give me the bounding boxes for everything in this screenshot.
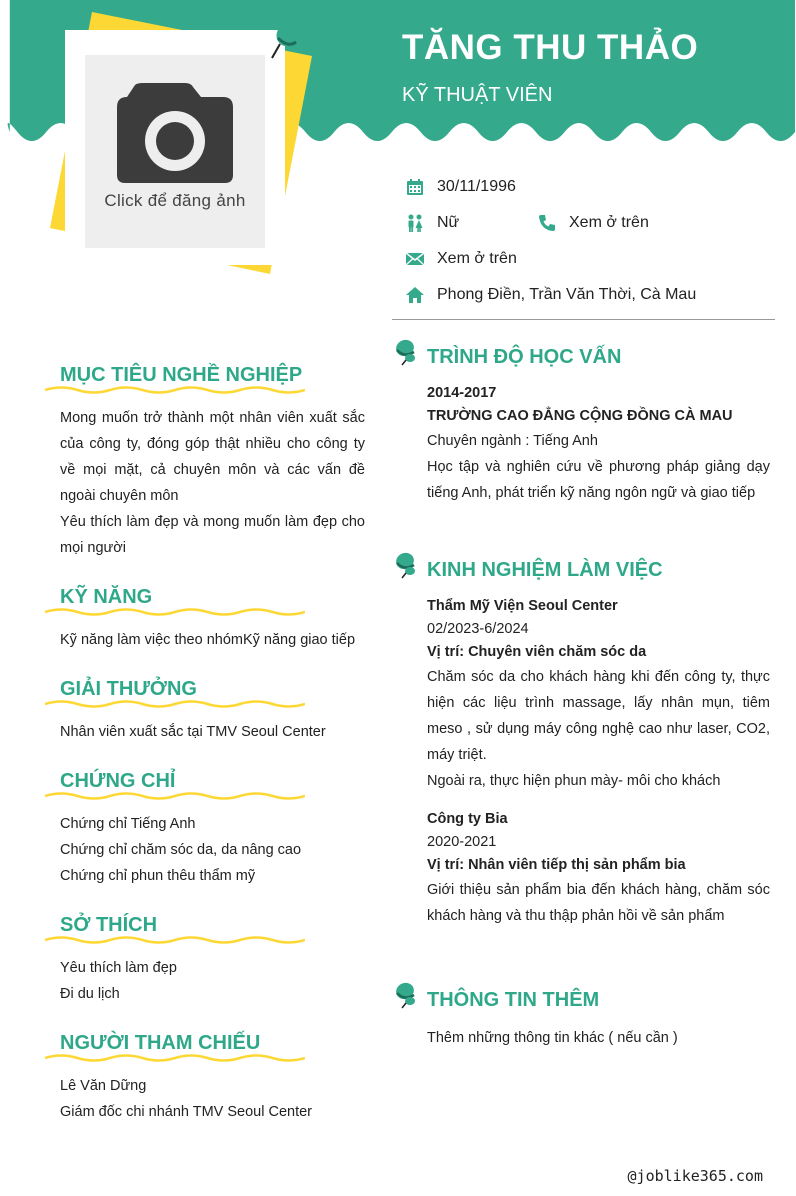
- experience-job: [392, 808, 770, 929]
- section-heading: [392, 342, 752, 372]
- section-heading: [45, 363, 365, 397]
- pushpin-icon: [266, 14, 310, 64]
- section-heading: [45, 1031, 365, 1065]
- education-major: Chuyên ngành : Tiếng Anh: [427, 433, 598, 449]
- contact-phone: [537, 213, 649, 233]
- education-school: TRƯỜNG CAO ĐẲNG CỘNG ĐỒNG CÀ MAU: [427, 408, 733, 424]
- objective-title: MỤC TIÊU NGHỀ NGHIỆP: [60, 364, 303, 386]
- contact-gender: [405, 213, 459, 233]
- hobbies-body: [45, 955, 365, 1007]
- certificate-item: Chứng chỉ chăm sóc da, da nâng cao: [60, 842, 302, 858]
- footer-watermark: @joblike365.com: [627, 1167, 763, 1185]
- education-description: Học tập và nghiên cứu về phương pháp giảng dạy tiếng Anh, phát triển kỹ năng ngôn ngữ và giao tiếp: [427, 459, 770, 501]
- job-period: 2020-2021: [427, 834, 497, 850]
- reference-item: Lê Văn Dững: [60, 1078, 147, 1094]
- education-title: TRÌNH ĐỘ HỌC VẤN: [427, 346, 622, 368]
- section-heading: [45, 769, 365, 803]
- section-objective: [45, 363, 365, 561]
- certificate-item: Chứng chỉ phun thêu thẩm mỹ: [60, 868, 256, 884]
- section-skills: [45, 585, 365, 653]
- contact-address: [405, 285, 696, 305]
- education-period: 2014-2017: [427, 385, 497, 401]
- job-description: Chăm sóc da cho khách hàng khi đến công ty, thực hiện các liệu trình massage, lấy nhân mụn, tiêm meso , sử dụng máy công nghệ cao như laser, CO2, máy triệt.: [427, 669, 770, 763]
- reference-item: Giám đốc chi nhánh TMV Seoul Center: [60, 1104, 313, 1120]
- objective-paragraph: Yêu thích làm đẹp và mong muốn làm đẹp cho mọi người: [60, 514, 365, 556]
- wavy-underline: [45, 1053, 305, 1063]
- section-heading: [392, 555, 752, 585]
- certificates-body: [45, 811, 365, 889]
- photo-area: [0, 0, 330, 300]
- skills-body: [45, 627, 365, 653]
- references-title: NGƯỜI THAM CHIẾU: [60, 1032, 261, 1054]
- additional-text: Thêm những thông tin khác ( nếu cần ): [427, 1030, 678, 1046]
- birthday-value: 30/11/1996: [437, 178, 516, 195]
- additional-title: THÔNG TIN THÊM: [427, 989, 600, 1011]
- certificates-title: CHỨNG CHỈ: [60, 770, 176, 792]
- job-position: Vị trí: Chuyên viên chăm sóc da: [427, 644, 647, 660]
- phone-value[interactable]: Xem ở trên: [569, 214, 649, 231]
- job-company: Thẩm Mỹ Viện Seoul Center: [427, 598, 618, 614]
- candidate-job-title: KỸ THUẬT VIÊN: [402, 84, 553, 106]
- objective-body: [45, 405, 365, 561]
- section-education: [392, 342, 770, 506]
- job-company: Công ty Bia: [427, 811, 508, 827]
- section-references: [45, 1031, 365, 1125]
- section-heading: [45, 913, 365, 947]
- wavy-underline: [45, 385, 305, 395]
- section-experience: [392, 555, 770, 929]
- certificate-item: Chứng chỉ Tiếng Anh: [60, 816, 196, 832]
- hobby-item: Đi du lịch: [60, 986, 120, 1002]
- section-hobbies: [45, 913, 365, 1007]
- awards-title: GIẢI THƯỞNG: [60, 678, 197, 700]
- awards-text: Nhân viên xuất sắc tại TMV Seoul Center: [60, 724, 326, 740]
- hobbies-title: SỞ THÍCH: [60, 914, 158, 936]
- pushpin-icon: [392, 551, 418, 579]
- home-icon: [405, 285, 425, 305]
- camera-icon: [85, 55, 265, 248]
- wavy-underline: [45, 791, 305, 801]
- wavy-underline: [45, 699, 305, 709]
- contact-divider: [392, 319, 775, 320]
- pushpin-icon: [392, 338, 418, 366]
- gender-icon: [405, 213, 425, 233]
- envelope-icon: [405, 249, 425, 269]
- candidate-name: TĂNG THU THẢO: [402, 28, 699, 67]
- section-heading: [392, 985, 752, 1015]
- section-certificates: [45, 769, 365, 889]
- email-value[interactable]: Xem ở trên: [437, 250, 517, 267]
- section-awards: [45, 677, 365, 745]
- wavy-underline: [45, 935, 305, 945]
- objective-paragraph: Mong muốn trở thành một nhân viên xuất sắc của công ty, đóng góp thật nhiều cho công ty về mọi mặt, cả chuyên môn và các vấn đề ngoài chuyên môn: [60, 410, 365, 504]
- pushpin-icon: [392, 981, 418, 1009]
- photo-upload[interactable]: [85, 55, 265, 248]
- hobby-item: Yêu thích làm đẹp: [60, 960, 177, 976]
- wavy-underline: [45, 607, 305, 617]
- experience-title: KINH NGHIỆM LÀM VIỆC: [427, 559, 663, 581]
- photo-upload-caption: Click để đăng ảnh: [104, 191, 246, 210]
- awards-body: [45, 719, 365, 745]
- calendar-icon: [405, 177, 425, 197]
- section-heading: [45, 677, 365, 711]
- job-description: Giới thiệu sản phẩm bia đến khách hàng, chăm sóc khách hàng và thu thập phản hồi về sản phẩm: [427, 882, 770, 924]
- skills-title: KỸ NĂNG: [60, 586, 153, 608]
- references-body: [45, 1073, 365, 1125]
- contact-email: [405, 249, 517, 269]
- phone-icon: [537, 213, 557, 233]
- section-additional: [392, 985, 752, 1051]
- job-position: Vị trí: Nhân viên tiếp thị sản phẩm bia: [427, 857, 686, 873]
- education-entry: [392, 382, 770, 506]
- additional-entry: [392, 1025, 770, 1051]
- job-period: 02/2023-6/2024: [427, 621, 529, 637]
- gender-value: Nữ: [437, 214, 460, 231]
- address-value: Phong Điền, Trần Văn Thời, Cà Mau: [437, 286, 697, 303]
- section-heading: [45, 585, 365, 619]
- job-extra: Ngoài ra, thực hiện phun mày- môi cho khách: [427, 773, 721, 789]
- experience-job: [392, 595, 770, 794]
- contact-birthday: [405, 177, 516, 197]
- skills-text: Kỹ năng làm việc theo nhómKỹ năng giao tiếp: [60, 632, 356, 648]
